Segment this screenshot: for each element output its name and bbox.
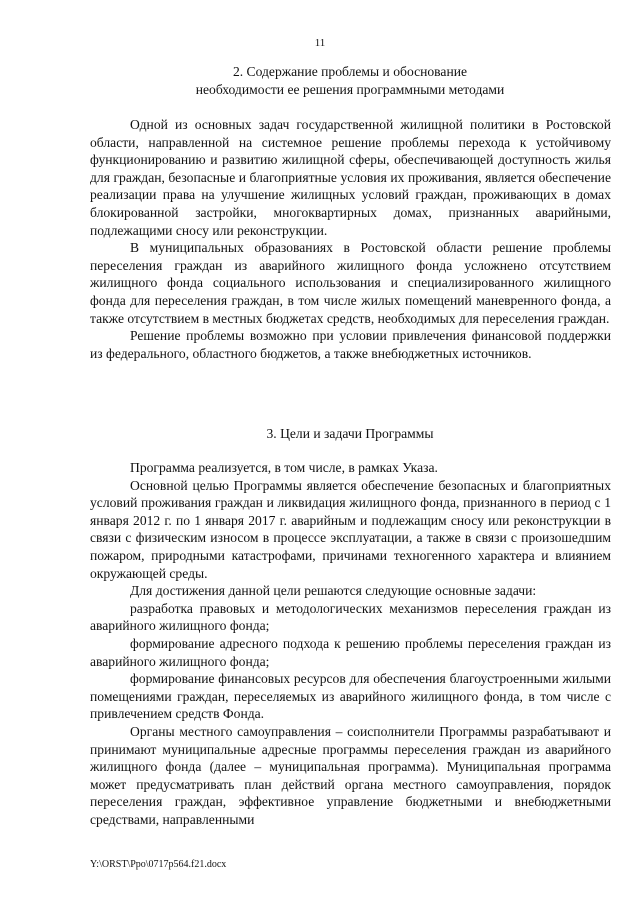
- section-3-title: 3. Цели и задачи Программы: [266, 426, 434, 441]
- section-2-heading: [90, 63, 610, 98]
- paragraph: В муниципальных образованиях в Ростовской области решение проблемы переселения граждан из аварийного жилищного фонда усложнено отсутствием жилищного фонда социального использования и специализированного жилищного фонда для переселения граждан, в том числе жилых помещений маневренного фонда, а также отсутствием в местных бюджетах средств, необходимых для переселения граждан.: [90, 240, 611, 326]
- paragraph: Программа реализуется, в том числе, в рамках Указа.: [130, 460, 438, 475]
- paragraph: Основной целью Программы является обеспечение безопасных и благоприятных условий проживания граждан и ликвидация жилищного фонда, признанного в период с 1 января 2012 г. по 1 января 2017 г. аварийным и подлежащим сносу или реконструкции в связи с физическим износом в процессе эксплуатации, а также в связи с произошедшим пожаром, природными катастрофами, причинами техногенного характера и влиянием окружающей среды.: [90, 477, 611, 581]
- section-2-title-line-1: 2. Содержание проблемы и обоснование: [232, 64, 468, 79]
- list-item: разработка правовых и методологических механизмов переселения граждан из аварийного жилищного фонда;: [90, 600, 611, 634]
- page-number: 11: [314, 37, 326, 49]
- section-3-heading: [90, 425, 610, 443]
- list-item: формирование финансовых ресурсов для обеспечения благоустроенными жилыми помещениями граждан, переселяемых из аварийного жилищного фонда, в том числе с привлечением средств Фонда.: [90, 671, 611, 722]
- footer-file-path: Y:\ORST\Ppo\0717p564.f21.docx: [90, 859, 227, 870]
- section-2-title-line-2: необходимости ее решения программными методами: [195, 81, 505, 97]
- paragraph: Одной из основных задач государственной жилищной политики в Ростовской области, направленной на системное решение проблемы перехода к устойчивому функционированию и развитию жилищной сферы, обеспечивающей доступность жилья для граждан, безопасные и благоприятные условия их проживания, является обеспечение реализации права на улучшение жилищных условий граждан, проживающих в домах блокированной застройки, многоквартирных домах, признанных аварийными, подлежащими сносу или реконструкции.: [90, 117, 611, 238]
- section-2-body: [90, 116, 611, 362]
- paragraph: Органы местного самоуправления – соисполнители Программы разрабатывают и принимают муниципальные адресные программы переселения граждан из аварийного жилищного фонда (далее – муниципальная программа). Муниципальная программа может предусматривать план действий органа местного самоуправления, порядок переселения граждан, эффективное управление бюджетными и внебюджетными средствами, направленными: [90, 723, 611, 827]
- paragraph: Решение проблемы возможно при условии привлечения финансовой поддержки из федерального, областного бюджетов, а также внебюджетных источников.: [90, 328, 611, 361]
- section-3-body: [90, 459, 611, 828]
- list-item: формирование адресного подхода к решению проблемы переселения граждан из аварийного жилищного фонда;: [90, 635, 611, 669]
- paragraph: Для достижения данной цели решаются следующие основные задачи:: [130, 583, 537, 599]
